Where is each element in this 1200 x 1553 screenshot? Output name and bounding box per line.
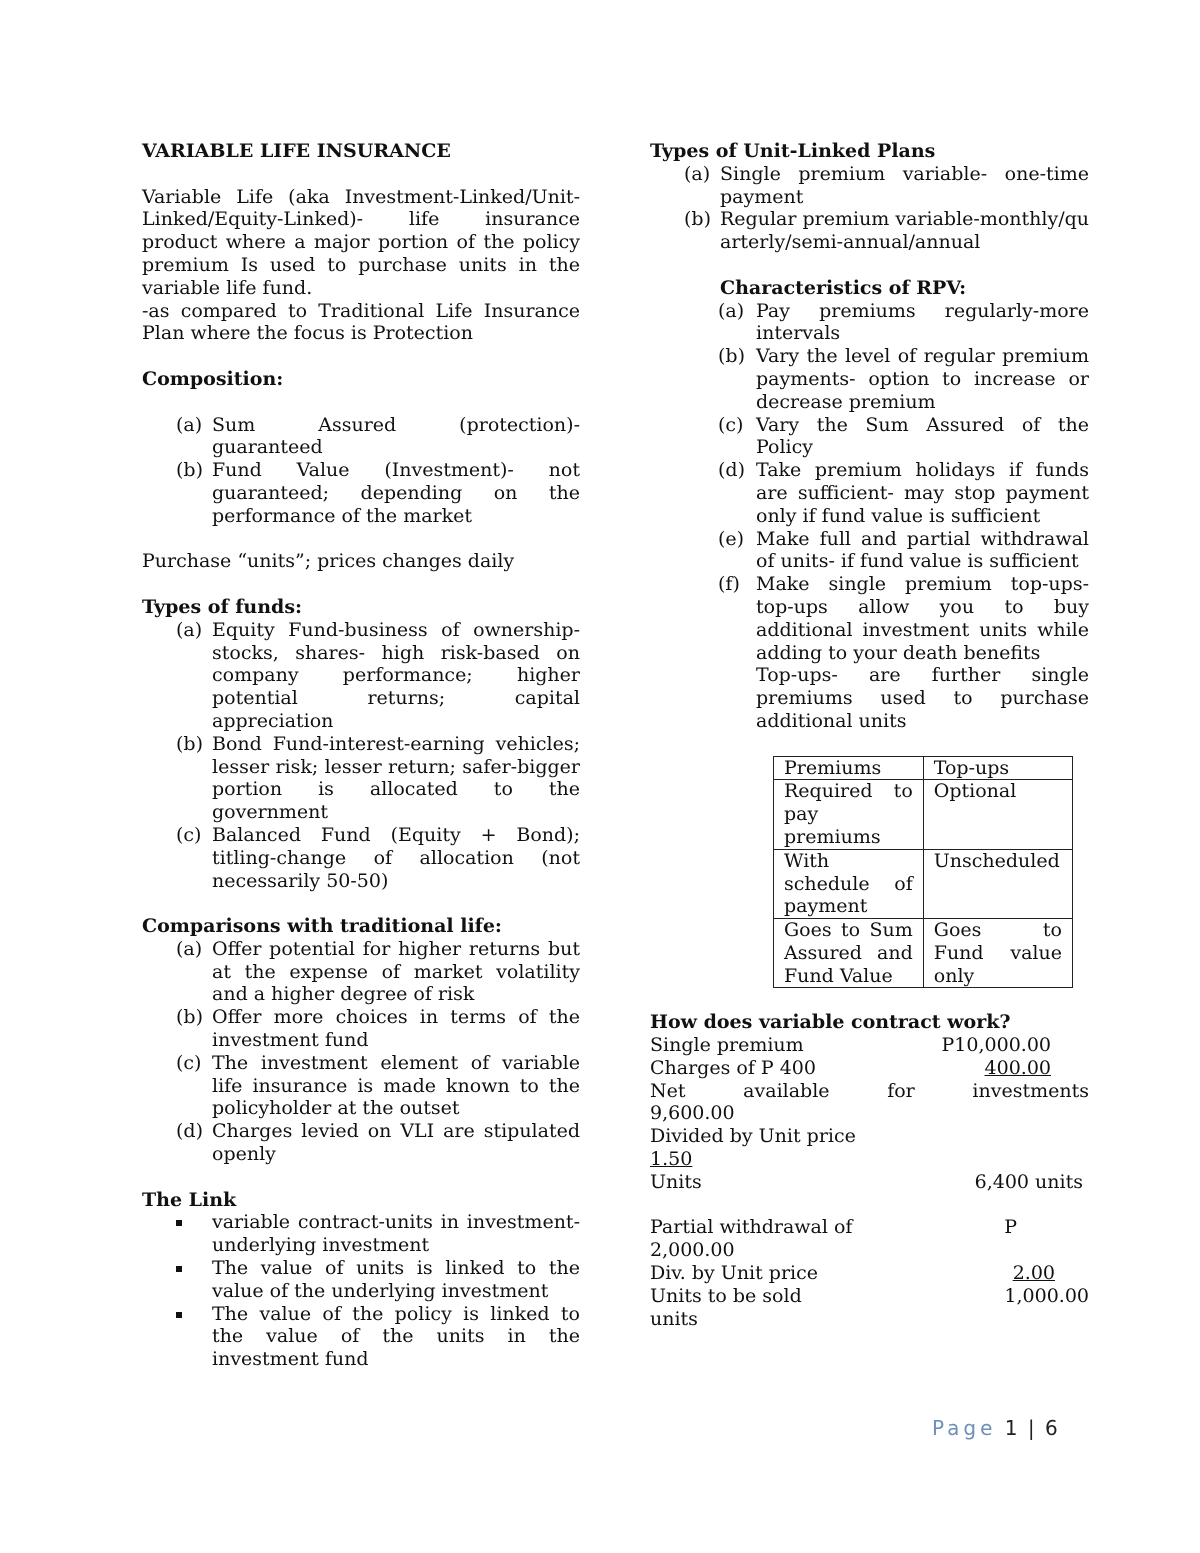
list-item: (a) Pay premiums regularly-more intervals bbox=[718, 299, 1089, 345]
calc-sold: Units to be sold 1,000.00 bbox=[650, 1284, 1089, 1307]
table-row bbox=[774, 849, 1073, 918]
comparisons-heading: Comparisons with traditional life: bbox=[142, 915, 502, 938]
list-item: (b) Fund Value (Investment)- not guaranteed; depending on the performance of the market bbox=[176, 459, 580, 527]
calc-net: Net available for investments 9,600.00 bbox=[650, 1079, 1089, 1125]
list-item: (a) Equity Fund-business of ownership-stocks, shares- high risk-based on company performance; higher potential returns; capital appreciation bbox=[176, 618, 580, 732]
calc-single-premium: Single premium P10,000.00 bbox=[650, 1034, 1051, 1057]
intro-comparison: -as compared to Traditional Life Insurance Plan where the focus is Protection bbox=[142, 299, 580, 345]
link-heading: The Link bbox=[142, 1188, 237, 1211]
table-cell: With schedule of payment bbox=[774, 849, 924, 918]
page-label: Page bbox=[932, 1416, 997, 1440]
intro-paragraph: Variable Life (aka Investment-Linked/Unit-Linked/Equity-Linked)- life insurance product where a major portion of the policy premium Is used to purchase units in the variable life fund. bbox=[142, 185, 580, 299]
table-header: Top-ups bbox=[923, 756, 1072, 780]
list-item: (a) Sum Assured (protection)- guaranteed bbox=[176, 413, 580, 459]
document-title: VARIABLE LIFE INSURANCE bbox=[142, 140, 451, 162]
bullet-icon bbox=[176, 1266, 182, 1272]
bullet-icon bbox=[176, 1220, 182, 1226]
calc-divided: Divided by Unit price 1.50 bbox=[650, 1125, 856, 1171]
link-list bbox=[142, 1211, 580, 1371]
composition-list bbox=[142, 414, 580, 528]
list-item: (e) Make full and partial withdrawal of units- if fund value is sufficient bbox=[718, 527, 1089, 573]
table-cell: Goes to Fund value only bbox=[923, 919, 1072, 988]
rpv-list bbox=[650, 300, 1089, 665]
table-cell: Required to pay premiums bbox=[774, 780, 924, 849]
list-item: (b) Regular premium variable-monthly/quarterly/semi-annual/annual bbox=[684, 208, 1089, 254]
comparisons-list bbox=[142, 938, 580, 1166]
list-item: The value of the policy is linked to the value of the units in the investment fund bbox=[142, 1303, 580, 1371]
rpv-heading: Characteristics of RPV: bbox=[720, 276, 967, 299]
list-item: (b) Offer more choices in terms of the investment fund bbox=[176, 1006, 580, 1052]
bullet-icon bbox=[176, 1312, 182, 1318]
list-item: (d) Charges levied on VLI are stipulated openly bbox=[176, 1120, 580, 1166]
funds-heading: Types of funds: bbox=[142, 595, 303, 618]
page-separator: | bbox=[1027, 1416, 1037, 1440]
unit-linked-list bbox=[650, 163, 1089, 254]
calc-units: Units 6,400 units bbox=[650, 1170, 1083, 1193]
right-column bbox=[650, 140, 1089, 1330]
table-row bbox=[774, 919, 1073, 988]
table-row bbox=[774, 780, 1073, 849]
left-column bbox=[142, 140, 580, 1371]
table-cell: Optional bbox=[923, 780, 1072, 849]
list-item: (a) Single premium variable- one-time payment bbox=[684, 162, 1089, 208]
unit-linked-heading: Types of Unit-Linked Plans bbox=[650, 140, 936, 162]
calc-heading: How does variable contract work? bbox=[650, 1011, 1011, 1034]
table-header-row bbox=[774, 756, 1073, 780]
calc-partial: Partial withdrawal of P bbox=[650, 1216, 1017, 1239]
calc-sold-unit: units bbox=[650, 1307, 698, 1330]
list-item: (c) Vary the Sum Assured of the Policy bbox=[718, 413, 1089, 459]
table-cell: Unscheduled bbox=[923, 849, 1072, 918]
page-footer bbox=[932, 1416, 1060, 1440]
topups-note: Top-ups- are further single premiums used to purchase additional units bbox=[756, 664, 1089, 732]
list-item: (c) Balanced Fund (Equity + Bond); titling-change of allocation (not necessarily 50-50) bbox=[176, 823, 580, 892]
funds-list bbox=[142, 619, 580, 893]
page-number: 1 bbox=[1004, 1416, 1020, 1440]
premiums-topups-table bbox=[773, 756, 1073, 989]
table-header: Premiums bbox=[774, 756, 924, 780]
list-item: variable contract-units in investment-underlying investment bbox=[142, 1211, 580, 1257]
list-item: (b) Vary the level of regular premium payments- option to increase or decrease premium bbox=[718, 345, 1089, 413]
table-cell: Goes to Sum Assured and Fund Value bbox=[774, 919, 924, 988]
list-item: The value of units is linked to the value of the underlying investment bbox=[142, 1257, 580, 1303]
calc-partial-value: 2,000.00 bbox=[650, 1239, 735, 1262]
calc-charges: Charges of P 400 400.00 bbox=[650, 1056, 1051, 1079]
list-item: (d) Take premium holidays if funds are sufficient- may stop payment only if fund value is sufficient bbox=[718, 459, 1089, 527]
list-item: (f) Make single premium top-ups- top-ups allow you to buy additional investment units while adding to your death benefits bbox=[718, 573, 1089, 664]
composition-heading: Composition: bbox=[142, 367, 284, 390]
list-item: (c) The investment element of variable life insurance is made known to the policyholder at the outset bbox=[176, 1051, 580, 1120]
page-total: 6 bbox=[1044, 1416, 1060, 1440]
list-item: (a) Offer potential for higher returns but at the expense of market volatility and a higher degree of risk bbox=[176, 937, 580, 1006]
purchase-note: Purchase “units”; prices changes daily bbox=[142, 550, 515, 573]
calc-div: Div. by Unit price 2.00 bbox=[650, 1262, 1055, 1285]
list-item: (b) Bond Fund-interest-earning vehicles; lesser risk; lesser return; safer-bigger portion is allocated to the government bbox=[176, 732, 580, 824]
